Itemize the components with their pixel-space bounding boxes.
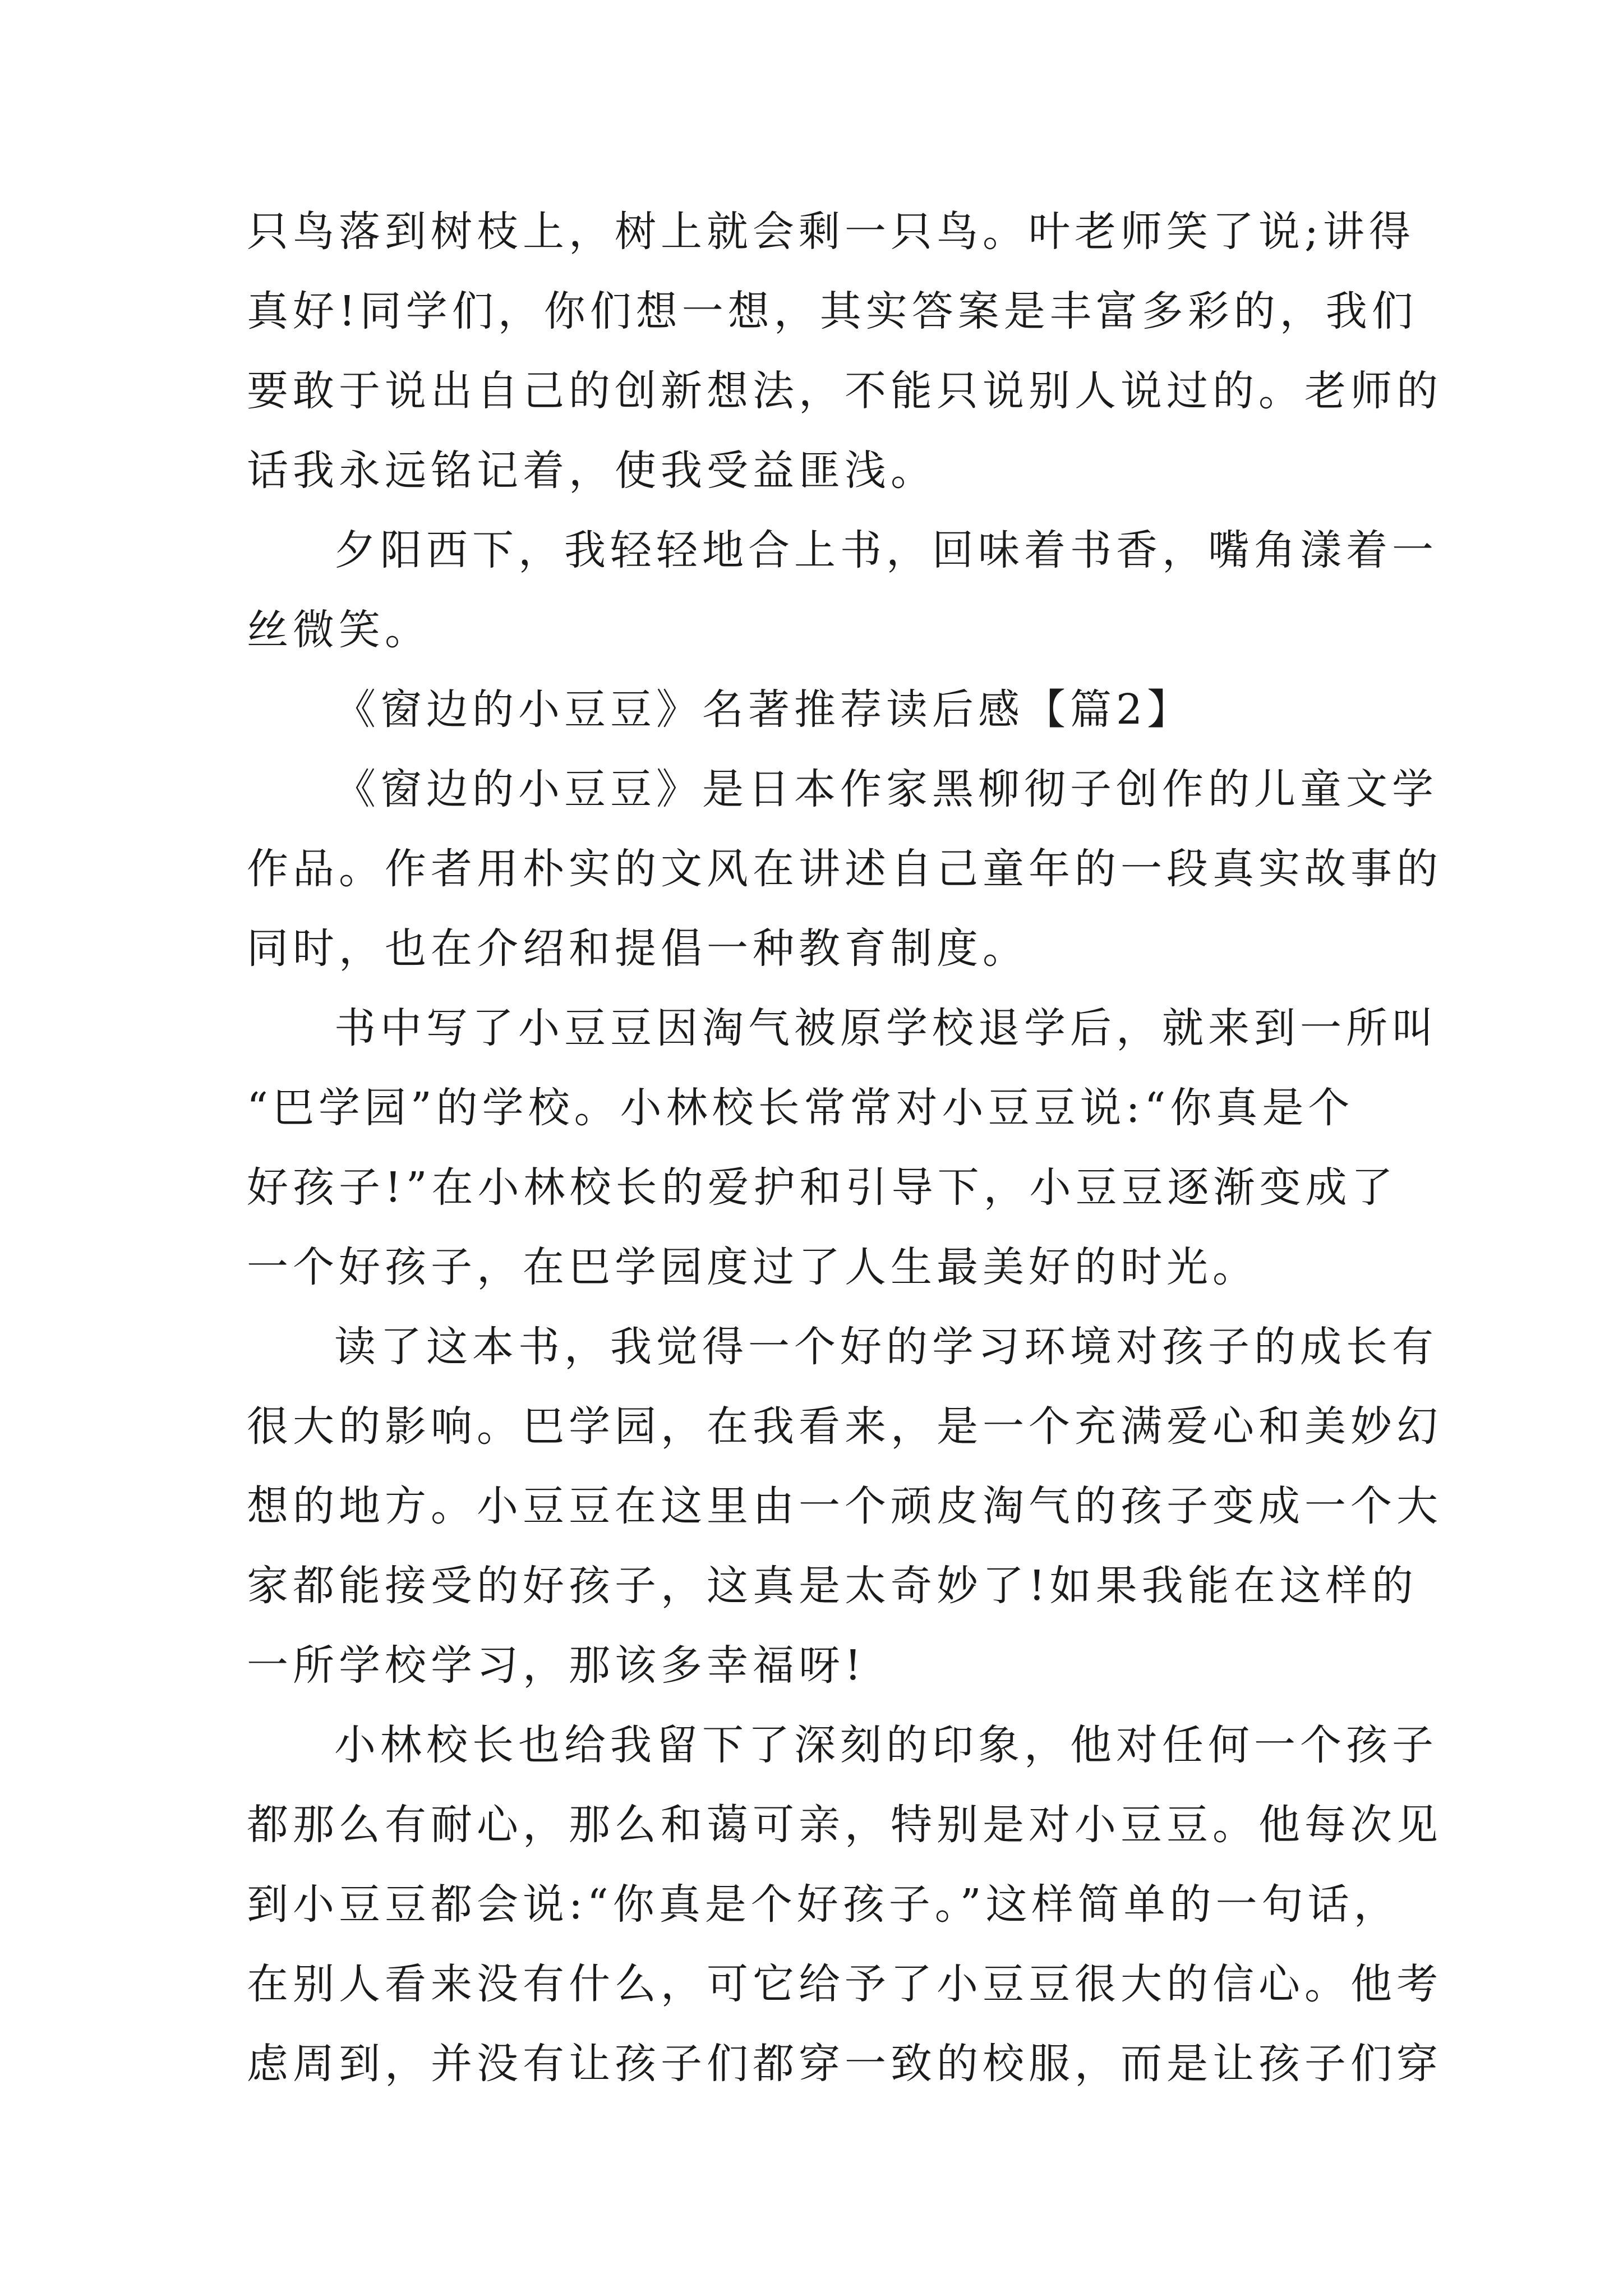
text-line: 读了这本书，我觉得一个好的学习环境对孩子的成长有 [334, 1323, 1438, 1371]
text-line: 《窗边的小豆豆》是日本作家黑柳彻子创作的儿童文学 [334, 765, 1438, 813]
text-line: 同时，也在介绍和提倡一种教育制度。 [247, 924, 1029, 973]
document-body [247, 192, 1442, 2104]
text-line: 好孩子!”在小林校长的爱护和引导下，小豆豆逐渐变成了 [247, 1163, 1398, 1212]
text-line: 一个好孩子，在巴学园度过了人生最美好的时光。 [247, 1243, 1258, 1291]
text-line: 要敢于说出自己的创新想法，不能只说别人说过的。老师的 [247, 367, 1442, 415]
text-line: “巴学园”的学校。小林校长常常对小豆豆说:“你真是个 [247, 1084, 1354, 1132]
text-line: 在别人看来没有什么，可它给予了小豆豆很大的信心。他考 [247, 1960, 1442, 2008]
text-line: 一所学校学习，那该多幸福呀! [247, 1641, 866, 1690]
text-line: 都那么有耐心，那么和蔼可亲，特别是对小豆豆。他每次见 [247, 1801, 1442, 1849]
text-line: 只鸟落到树枝上，树上就会剩一只鸟。叶老师笑了说;讲得 [247, 208, 1415, 256]
text-line: 想的地方。小豆豆在这里由一个顽皮淘气的孩子变成一个大 [247, 1482, 1442, 1530]
text-line: 家都能接受的好孩子，这真是太奇妙了!如果我能在这样的 [247, 1562, 1418, 1610]
text-line: 真好!同学们，你们想一想，其实答案是丰富多彩的，我们 [247, 287, 1418, 335]
text-line: 书中写了小豆豆因淘气被原学校退学后，就来到一所叫 [334, 1004, 1438, 1052]
text-line: 虑周到，并没有让孩子们都穿一致的校服，而是让孩子们穿 [247, 2040, 1442, 2088]
text-line: 《窗边的小豆豆》名著推荐读后感【篇2】 [334, 685, 1193, 734]
text-line: 小林校长也给我留下了深刻的印象，他对任何一个孩子 [334, 1721, 1438, 1769]
text-line: 很大的影响。巴学园，在我看来，是一个充满爱心和美妙幻 [247, 1402, 1442, 1451]
text-line: 作品。作者用朴实的文风在讲述自己童年的一段真实故事的 [247, 845, 1442, 893]
text-line: 夕阳西下，我轻轻地合上书，回味着书香，嘴角漾着一 [334, 526, 1438, 574]
text-line: 丝微笑。 [247, 606, 431, 654]
text-line: 话我永远铭记着，使我受益匪浅。 [247, 447, 937, 495]
text-line: 到小豆豆都会说:“你真是个好孩子。”这样简单的一句话， [247, 1880, 1400, 1929]
